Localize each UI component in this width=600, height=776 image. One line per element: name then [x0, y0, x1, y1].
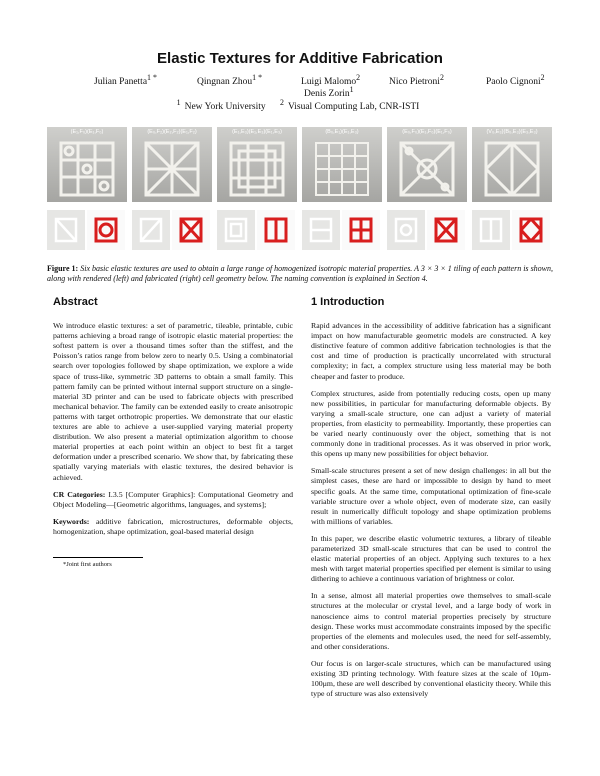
lattice-illustration [132, 127, 212, 202]
lattice-illustration [217, 127, 297, 202]
author: Paolo Cignoni$^2$ [486, 73, 545, 88]
author: Denis Zorin$^1$ [304, 85, 354, 100]
lattice-illustration [302, 127, 382, 202]
rendered-cell-image [47, 210, 85, 250]
texture-render-panel [132, 127, 212, 202]
teaser-figure [47, 127, 553, 252]
paper-title: Elastic Textures for Additive Fabrication [157, 50, 443, 67]
texture-render-panel [472, 127, 552, 202]
abstract-heading: Abstract [53, 296, 98, 308]
intro-paragraph: In a sense, almost all material properties owe themselves to small-scale structures at the molecular or crystal level, and a large body of work in nanoscience aims to control material properties precisely by structure design. These works must accommodate constraints imposed by the specific properties of the elements and molecules used, the need for self-assembly, and other considerations. [311, 591, 551, 651]
author: Luigi Malomo$^2$ [301, 73, 361, 88]
fabricated-cell-image [257, 210, 295, 250]
intro-paragraph: Our focus is on larger-scale structures, which can be manufactured using existing 3D printing technology. With feature sizes at the scale of 10μm-100μm, these are well described by conventional elasticity theory. While this type of structure was also extensively [311, 658, 551, 699]
fabricated-cell-image [172, 210, 210, 250]
texture-render-panel [387, 127, 467, 202]
footnote-rule [53, 557, 143, 558]
fabricated-cell-image [87, 210, 125, 250]
pattern-label: (E₀,F₀)(E₁,F₀)(E₁,F₀) [402, 129, 452, 135]
lattice-illustration [47, 127, 127, 202]
left-column [53, 297, 293, 569]
rendered-cell-image [132, 210, 170, 250]
lattice-illustration [387, 127, 467, 202]
texture-render-panel [47, 127, 127, 202]
right-column [311, 297, 551, 706]
fabricated-cell-image [342, 210, 380, 250]
author: Qingnan Zhou$^{1 *}$ [197, 73, 263, 88]
affiliations: $^1$ New York University $^2$ Visual Computing Lab, CNR-ISTI [176, 98, 420, 113]
rendered-cell-image [217, 210, 255, 250]
intro-paragraph: Complex structures, aside from potentially reducing costs, open up many new possibilities, in particular for manufacturing deformable objects. By varying a small-scale structure, one can adjust a variety of material properties, from elasticity to permeability. Importantly, these properties can be varied nearly continuously over the object, something that is not commonly done in traditional processes. As it was observed in prior work, this opens up many new possibilities for object behavior. [311, 388, 551, 459]
texture-render-panel [217, 127, 297, 202]
pattern-label: (E₁,F₀)(E₁,F₀) [70, 129, 104, 135]
rendered-cell-image [302, 210, 340, 250]
fabricated-cell-image [512, 210, 550, 250]
lattice-illustration [472, 127, 552, 202]
footnote: *Joint first authors [63, 560, 112, 568]
texture-render-panel [302, 127, 382, 202]
figure-caption: Figure 1: Six basic elastic textures are used to obtain a large range of homogenized isotropic material properties. A 3 × 3 × 1 tiling of each pattern is shown, along with rendered (left) and fabricated (right) cell geometry below. The naming convention is explained in Section 4. [47, 264, 554, 283]
cr-categories: CR Categories: I.3.5 [Computer Graphics]: Computational Geometry and Object Modeling—[Geometric algorithms, languages, and systems]; [53, 489, 293, 509]
section-heading: 1 Introduction [311, 296, 385, 308]
fabricated-cell-image [427, 210, 465, 250]
intro-paragraph: Rapid advances in the accessibility of additive fabrication has a significant impact on how manufacturable geometric models are constructed. A key distinctive feature of common additive fabrication technologies is that the cost and time of production is practically uncorrelated with structural complexity; in fact, a complex structure using less material may be both cheaper and faster to produce. [311, 321, 551, 381]
pattern-label: (V₀,E₃)(B₀,E₃)(E₃,E₃) [486, 129, 538, 135]
author: Nico Pietroni$^2$ [389, 73, 444, 88]
rendered-cell-image [472, 210, 510, 250]
abstract-paragraph: We introduce elastic textures: a set of parametric, tileable, printable, cubic patterns achieving a broad range of isotropic elastic material properties: the softest pattern is over a thousand times softer than the stiffest, and the Poisson’s ratios range from below zero to nearly 0.5. Using a combinatorial search over topologies followed by shape optimization, we explore a wide space of truss-like, symmetric 3D patterns to obtain a small family. This pattern family can be printed without internal support structure on a single-material 3D printer and can be used to fabricate objects with prescribed mechanical behavior. The family can be extended easily to create anisotropic patterns with target orthotropic properties. We demonstrate that our elastic textures are able to achieve a user-supplied varying material property distribution. We also present a material optimization algorithm to choose material properties at each point within an object to best fit a target deformation under a prescribed scenario. We show that, by fabricating these spatially varying materials with elastic textures, the desired behavior is achieved. [53, 321, 293, 482]
pattern-label: (B₀,E₁)(E₁,E₃) [325, 129, 359, 135]
intro-paragraph: In this paper, we describe elastic volumetric textures, a library of tileable parameterized 3D small-scale structures that can be used to control the elastic material properties of an object. Applying such textures to a hex mesh with target material properties specified per element is similar to using dithering to achieve a continuous variation of brightness or color. [311, 533, 551, 584]
intro-paragraph: Small-scale structures present a set of new design challenges: in all but the simplest cases, these are hard or impossible to design by hand to meet specific goals. At the same time, computational optimization of fine-scale variable structure over a whole object, even of moderate size, can easily result in numerically difficult topology and shape optimization problems with millions of variables. [311, 466, 551, 526]
pattern-label: (E₀,F₂)(E₂,F₂)(E₁,F₂) [147, 129, 197, 135]
keywords: Keywords: additive fabrication, microstructures, deformable objects, homogenization, shape optimization, goal-based material design [53, 516, 293, 536]
rendered-cell-image [387, 210, 425, 250]
pattern-label: (E₁,E₃)(E₁,E₃)(E₁,E₃) [232, 129, 282, 135]
author: Julian Panetta$^{1 *}$ [94, 73, 157, 88]
